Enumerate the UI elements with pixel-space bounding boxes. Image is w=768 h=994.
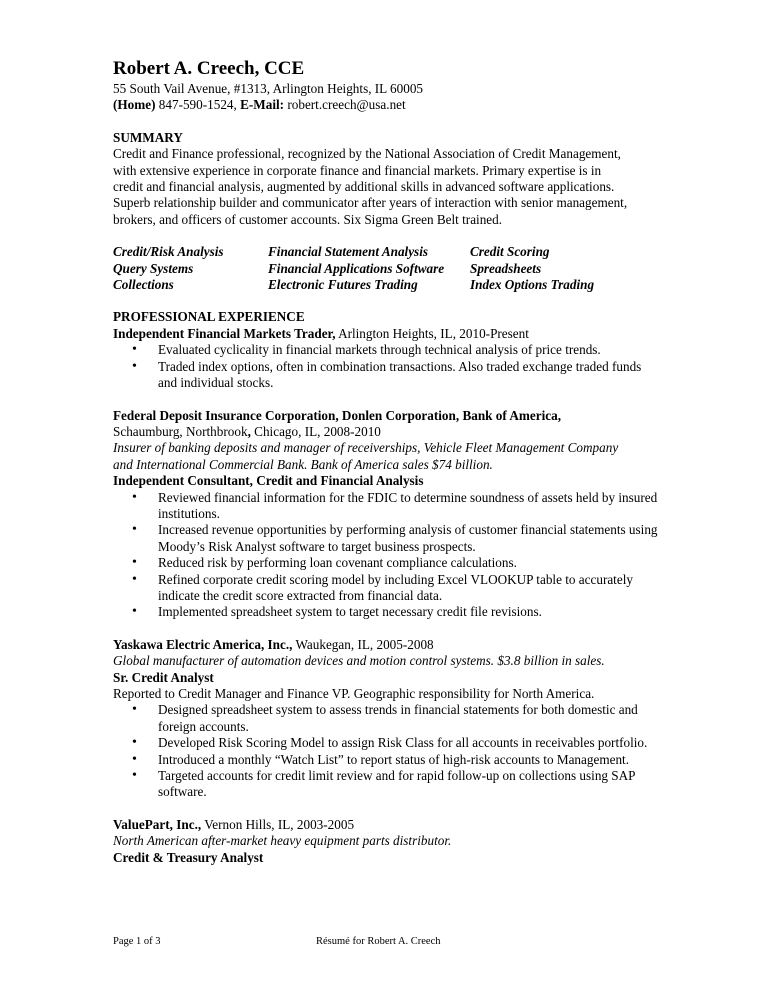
company-description: Global manufacturer of automation devices and motion control systems. $3.8 billion in sales. xyxy=(113,653,605,669)
footer-title: Résumé for Robert A. Creech xyxy=(316,936,441,947)
bullet-item: • Implemented spreadsheet system to target necessary credit file revisions. xyxy=(113,604,658,620)
company-description: Insurer of banking deposits and manager of receiverships, Vehicle Fleet Management Company xyxy=(113,440,619,456)
job-entry xyxy=(113,408,658,621)
job-location: Arlington Heights, IL, 2010-Present xyxy=(335,325,529,341)
company-line xyxy=(113,817,658,833)
job-entry xyxy=(113,637,658,801)
skill-item: Financial Statement Analysis xyxy=(268,244,428,260)
bullet-item: • Traded index options, often in combination transactions. Also traded exchange traded funds and individual stocks. xyxy=(113,359,658,392)
job-title-line xyxy=(113,326,658,342)
company-name: ValuePart, Inc., xyxy=(113,816,202,832)
job-title: Independent Financial Markets Trader, xyxy=(113,325,336,341)
location-part: Schaumburg, Northbrook xyxy=(113,423,248,439)
summary-text xyxy=(113,146,658,228)
skill-item: Credit Scoring xyxy=(470,244,550,260)
summary-line: credit and financial analysis, augmented by additional skills in advanced software applications. xyxy=(113,179,615,195)
skills-grid xyxy=(113,244,658,293)
bullet-item: • Developed Risk Scoring Model to assign Risk Class for all accounts in receivables portfolio. xyxy=(113,735,658,751)
summary-line: brokers, and officers of customer accounts. Six Sigma Green Belt trained. xyxy=(113,211,503,227)
job-bullets xyxy=(113,342,658,391)
job-title: Independent Consultant, Credit and Financial Analysis xyxy=(113,473,424,489)
job-entry xyxy=(113,817,658,866)
company-description: North American after-market heavy equipment parts distributor. xyxy=(113,833,452,849)
experience-heading: PROFESSIONAL EXPERIENCE xyxy=(113,309,305,325)
email-label: E-Mail: xyxy=(240,97,285,113)
job-location: Waukegan, IL, 2005-2008 xyxy=(292,636,434,652)
bullet-item: • Evaluated cyclicality in financial markets through technical analysis of price trends. xyxy=(113,342,658,358)
summary-line: Superb relationship builder and communicator after years of interaction with senior management, xyxy=(113,195,628,211)
job-location xyxy=(113,424,658,440)
page-number: Page 1 of 3 xyxy=(113,936,161,947)
address: 55 South Vail Avenue, #1313, Arlington Heights, IL 60005 xyxy=(113,81,424,96)
candidate-name: Robert A. Creech, CCE xyxy=(113,58,305,79)
job-location: Vernon Hills, IL, 2003-2005 xyxy=(201,816,355,832)
bullet-item: • Reduced risk by performing loan covenant compliance calculations. xyxy=(113,555,658,571)
skill-item: Index Options Trading xyxy=(470,277,595,293)
skill-item: Collections xyxy=(113,277,174,293)
bullet-item: • Introduced a monthly “Watch List” to report status of high-risk accounts to Management. xyxy=(113,752,658,768)
bullet-item: • Reviewed financial information for the FDIC to determine soundness of assets held by insured institutions. xyxy=(113,490,658,523)
resume-page xyxy=(113,58,658,866)
job-summary: Reported to Credit Manager and Finance VP. Geographic responsibility for North America. xyxy=(113,686,595,701)
skill-item: Query Systems xyxy=(113,260,194,276)
summary-line: with extensive experience in corporate finance and financial markets. Primary expertise is in xyxy=(113,162,602,178)
company-name: Yaskawa Electric America, Inc., xyxy=(113,636,293,652)
skill-item: Credit/Risk Analysis xyxy=(113,244,224,260)
company-description: and International Commercial Bank. Bank of America sales $74 billion. xyxy=(113,456,493,472)
job-bullets xyxy=(113,490,658,621)
location-comma: , xyxy=(247,423,251,439)
contact-line xyxy=(113,97,658,113)
bullet-item: • Designed spreadsheet system to assess trends in financial statements for both domestic and foreign accounts. xyxy=(113,702,658,735)
skill-item: Electronic Futures Trading xyxy=(268,277,418,293)
company-line xyxy=(113,637,658,653)
summary-line: Credit and Finance professional, recognized by the National Association of Credit Management, xyxy=(113,146,621,162)
email-address: robert.creech@usa.net xyxy=(287,97,406,113)
home-phone: 847-590-1524, xyxy=(158,97,237,113)
job-entry xyxy=(113,326,658,392)
home-label: (Home) xyxy=(113,97,156,113)
bullet-item: • Targeted accounts for credit limit review and for rapid follow-up on collections using SAP software. xyxy=(113,768,658,801)
job-bullets xyxy=(113,702,658,800)
job-title: Credit & Treasury Analyst xyxy=(113,849,264,865)
skill-item: Financial Applications Software xyxy=(268,260,445,276)
company-name: Federal Deposit Insurance Corporation, Donlen Corporation, Bank of America, xyxy=(113,407,561,423)
location-part: Chicago, IL, 2008-2010 xyxy=(250,423,381,439)
skill-item: Spreadsheets xyxy=(470,260,542,276)
bullet-item: • Refined corporate credit scoring model by including Excel VLOOKUP table to accurately indicate the credit score extracted from financial data. xyxy=(113,572,658,605)
job-title: Sr. Credit Analyst xyxy=(113,669,214,685)
summary-heading: SUMMARY xyxy=(113,129,183,145)
bullet-item: • Increased revenue opportunities by performing analysis of customer financial statements using Moody’s Risk Analyst software to target business prospects. xyxy=(113,522,658,555)
